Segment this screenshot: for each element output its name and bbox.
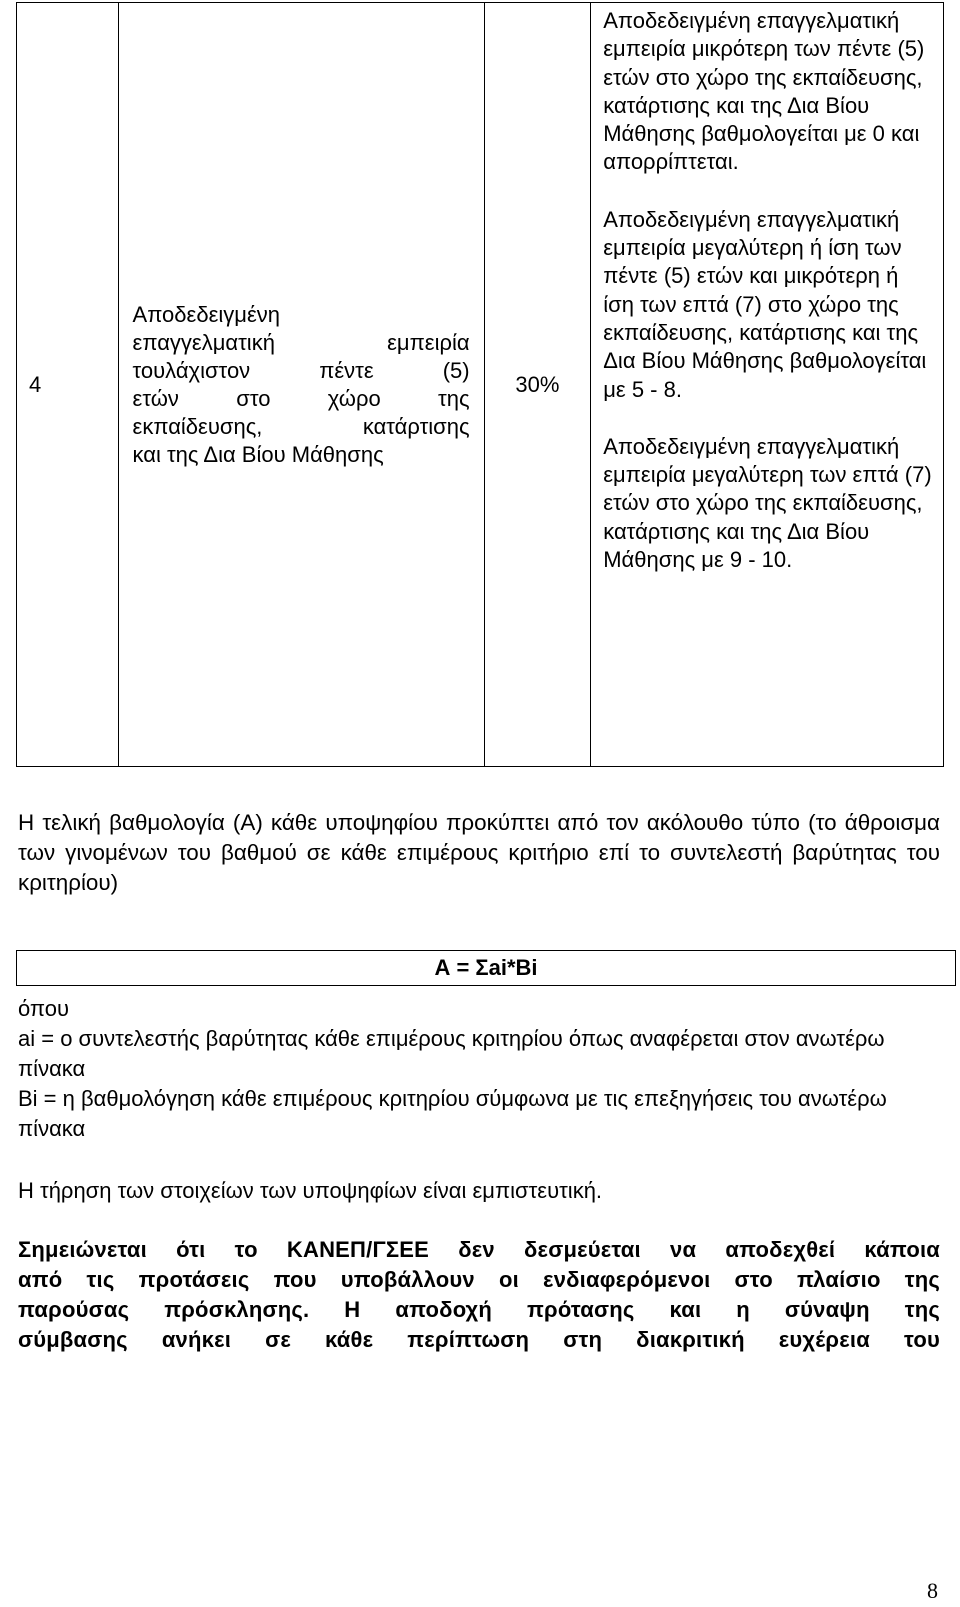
criterion-line: επαγγελματική εμπειρία: [132, 329, 470, 355]
criterion-line: εκπαίδευσης, κατάρτισης: [132, 413, 470, 439]
where-label: όπου: [18, 996, 70, 1021]
criterion-line: ετών στο χώρο της: [132, 385, 470, 411]
table-row: [17, 3, 944, 767]
row-number-cell: [17, 3, 119, 767]
scoring-rule: Αποδεδειγμένη επαγγελματική εμπειρία μικρότερη των πέντε (5) ετών στο χώρο της εκπαίδευσης, κατάρτισης και της Δια Βίου Μάθησης βαθμολογείται με 0 και απορρίπτεται.: [603, 8, 925, 175]
scoring-cell: [591, 3, 944, 767]
disclaimer-note: [18, 1235, 940, 1355]
final-score-paragraph: Η τελική βαθμολογία (Α) κάθε υποψηφίου προκύπτει από τον ακόλουθο τύπο (το άθροισμα των γινομένων του βαθμού σε κάθε επιμέρους κριτήριο επί το συντελεστή βαρύτητας του κριτηρίου): [18, 810, 940, 895]
weight-value: 30%: [515, 371, 560, 397]
note-line: από τις προτάσεις που υποβάλλουν οι ενδιαφερόμενοι στο πλαίσιο της: [18, 1267, 940, 1292]
note-line: παρούσας πρόσκλησης. Η αποδοχή πρότασης και η σύναψη της: [18, 1297, 940, 1322]
formula-box: [16, 950, 956, 986]
definitions: [18, 994, 940, 1144]
criterion-cell: [118, 3, 484, 767]
criteria-table: [16, 2, 944, 767]
row-number: 4: [29, 371, 42, 397]
scoring-rule: Αποδεδειγμένη επαγγελματική εμπειρία μεγαλύτερη ή ίση των πέντε (5) ετών και μικρότερη ή ίση των επτά (7) στο χώρο της εκπαίδευσης, κατάρτισης και της Δια Βίου Μάθησης βαθμολογείται με 5 - 8.: [603, 206, 927, 402]
weight-cell: [484, 3, 591, 767]
formula: Α = Σai*Bi: [434, 955, 538, 980]
criterion-line: τουλάχιστον πέντε (5): [132, 357, 470, 383]
criterion-line: Αποδεδειγμένη: [132, 301, 281, 327]
confidentiality-statement: Η τήρηση των στοιχείων των υποψηφίων είναι εμπιστευτική.: [18, 1178, 603, 1203]
ai-definition: ai = ο συντελεστής βαρύτητας κάθε επιμέρους κριτηρίου όπως αναφέρεται στον ανωτέρω πίνακα: [18, 1026, 885, 1081]
criterion-line: και της Δια Βίου Μάθησης: [132, 441, 384, 467]
bi-definition: Bi = η βαθμολόγηση κάθε επιμέρους κριτηρίου σύμφωνα με τις επεξηγήσεις του ανωτέρω πίνακα: [18, 1086, 887, 1141]
scoring-rule: Αποδεδειγμένη επαγγελματική εμπειρία μεγαλύτερη των επτά (7) ετών στο χώρο της εκπαίδευσης, κατάρτισης και της Δια Βίου Μάθησης με 9 - 10.: [603, 433, 932, 573]
note-line: σύμβασης ανήκει σε κάθε περίπτωση στη διακριτική ευχέρεια του: [18, 1327, 940, 1352]
note-line: Σημειώνεται ότι το ΚΑΝΕΠ/ΓΣΕΕ δεν δεσμεύεται να αποδεχθεί κάποια: [18, 1237, 940, 1262]
page-number: 8: [927, 1578, 938, 1603]
